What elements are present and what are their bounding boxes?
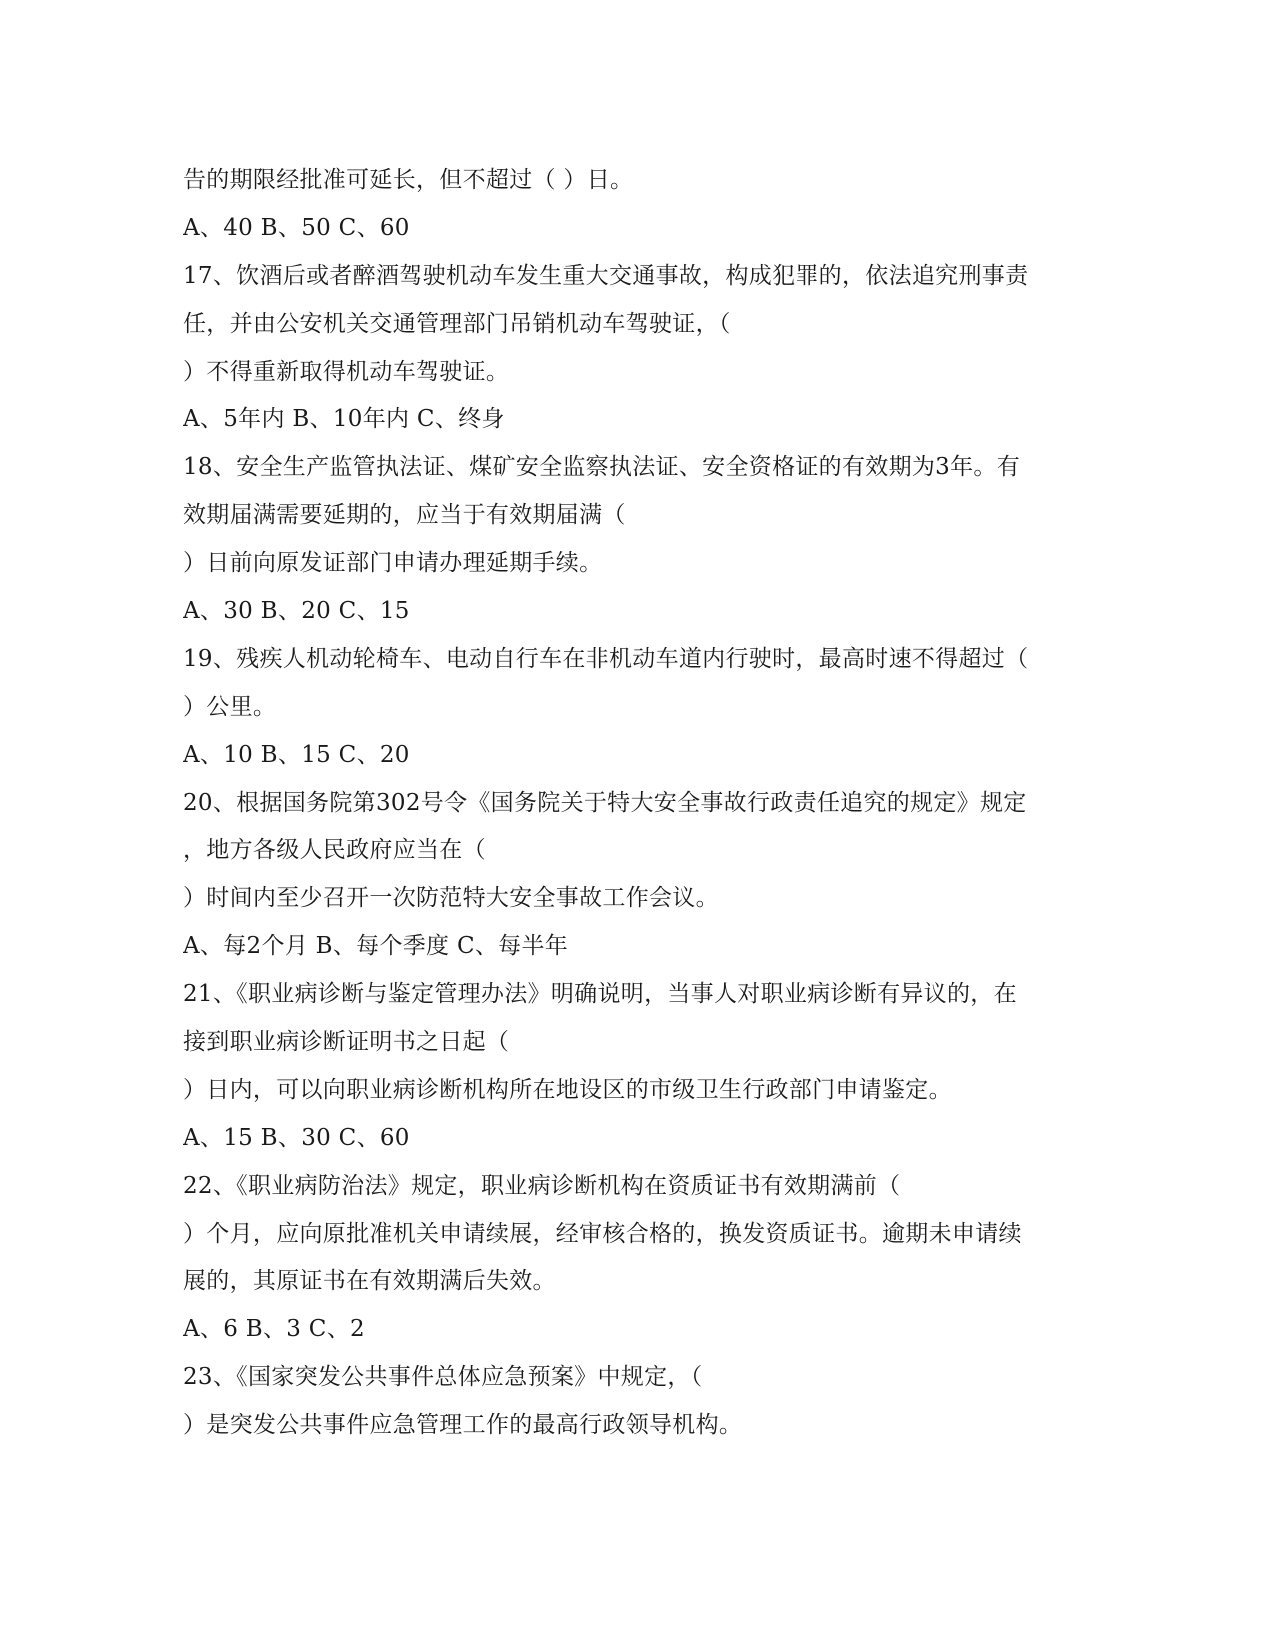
text-line: 接到职业病诊断证明书之日起（: [183, 1029, 510, 1056]
question-17: 17、饮酒后或者醉酒驾驶机动车发生重大交通事故，构成犯罪的，依法追究刑事责: [183, 262, 1029, 289]
question-19: 19、残疾人机动轮椅车、电动自行车在非机动车道内行驶时，最高时速不得超过（: [183, 645, 1029, 672]
question-18: 18、安全生产监管执法证、煤矿安全监察执法证、安全资格证的有效期为3年。有: [183, 454, 1020, 481]
question-21: 21、《职业病诊断与鉴定管理办法》明确说明，当事人对职业病诊断有异议的，在: [183, 981, 1017, 1008]
text-line: ，地方各级人民政府应当在（: [183, 837, 486, 864]
answer-options: A、10 B、15 C、20: [183, 741, 410, 768]
text-line: ）时间内至少召开一次防范特大安全事故工作会议。: [183, 885, 719, 912]
question-22: 22、《职业病防治法》规定，职业病诊断机构在资质证书有效期满前（: [183, 1172, 901, 1199]
document-body: [183, 157, 1083, 1450]
answer-options: A、30 B、20 C、15: [183, 598, 410, 625]
answer-options: A、6 B、3 C、2: [183, 1316, 365, 1343]
question-23: 23、《国家突发公共事件总体应急预案》中规定，（: [183, 1364, 703, 1391]
text-line: 告的期限经批准可延长，但不超过（ ）日。: [183, 167, 634, 193]
text-line: ）公里。: [183, 693, 277, 720]
text-line: 任，并由公安机关交通管理部门吊销机动车驾驶证，（: [183, 310, 731, 337]
answer-options: A、每2个月 B、每个季度 C、每半年: [183, 933, 569, 960]
text-line: ）日内，可以向职业病诊断机构所在地设区的市级卫生行政部门申请鉴定。: [183, 1076, 952, 1103]
text-line: ）日前向原发证部门申请办理延期手续。: [183, 550, 603, 577]
text-line: ）是突发公共事件应急管理工作的最高行政领导机构。: [183, 1412, 743, 1439]
text-line: ）个月，应向原批准机关申请续展，经审核合格的，换发资质证书。逾期未申请续: [183, 1220, 1022, 1247]
answer-options: A、40 B、50 C、60: [183, 214, 410, 241]
question-20: 20、根据国务院第302号令《国务院关于特大安全事故行政责任追究的规定》规定: [183, 789, 1027, 816]
answer-options: A、15 B、30 C、60: [183, 1124, 410, 1151]
text-line: ）不得重新取得机动车驾驶证。: [183, 358, 510, 385]
text-line: 展的，其原证书在有效期满后失效。: [183, 1268, 556, 1295]
text-line: 效期届满需要延期的，应当于有效期届满（: [183, 502, 626, 529]
answer-options: A、5年内 B、10年内 C、终身: [183, 406, 505, 433]
